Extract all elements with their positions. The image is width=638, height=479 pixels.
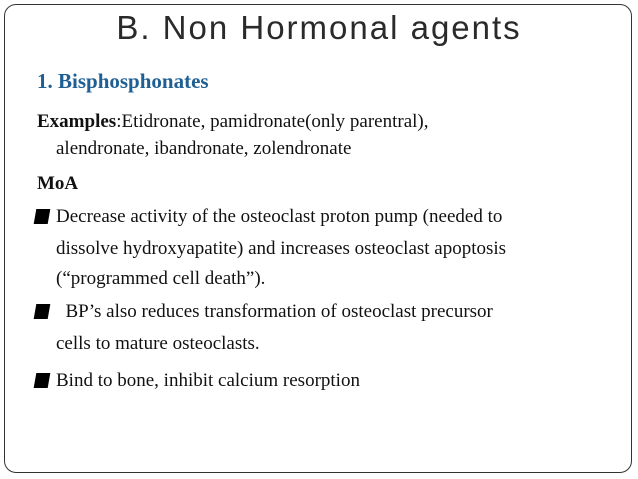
- bullet-line: Bind to bone, inhibit calcium resorption: [56, 370, 360, 391]
- bullet-line: Decrease activity of the osteoclast proton pump (needed to: [56, 206, 503, 227]
- bullet-marker-icon: [34, 304, 51, 319]
- bullet-line: dissolve hydroxyapatite) and increases osteoclast apoptosis: [56, 238, 507, 259]
- section-heading: 1. Bisphosphonates: [37, 69, 209, 93]
- examples-line: [37, 110, 429, 134]
- bullet-line: cells to mature osteoclasts.: [56, 333, 260, 354]
- bullet-line: BP’s also reduces transformation of osteoclast precursor: [56, 301, 493, 322]
- moa-heading: MoA: [37, 173, 79, 194]
- examples-text: :Etidronate, pamidronate(only parentral),: [116, 111, 429, 132]
- examples-continuation: alendronate, ibandronate, zolendronate: [56, 138, 352, 159]
- bullet-marker-icon: [34, 209, 51, 224]
- bullet-marker-icon: [34, 373, 51, 388]
- bullet-line: (“programmed cell death”).: [56, 268, 266, 289]
- examples-label: Examples: [37, 111, 117, 132]
- slide-title: B. Non Hormonal agents: [116, 9, 522, 46]
